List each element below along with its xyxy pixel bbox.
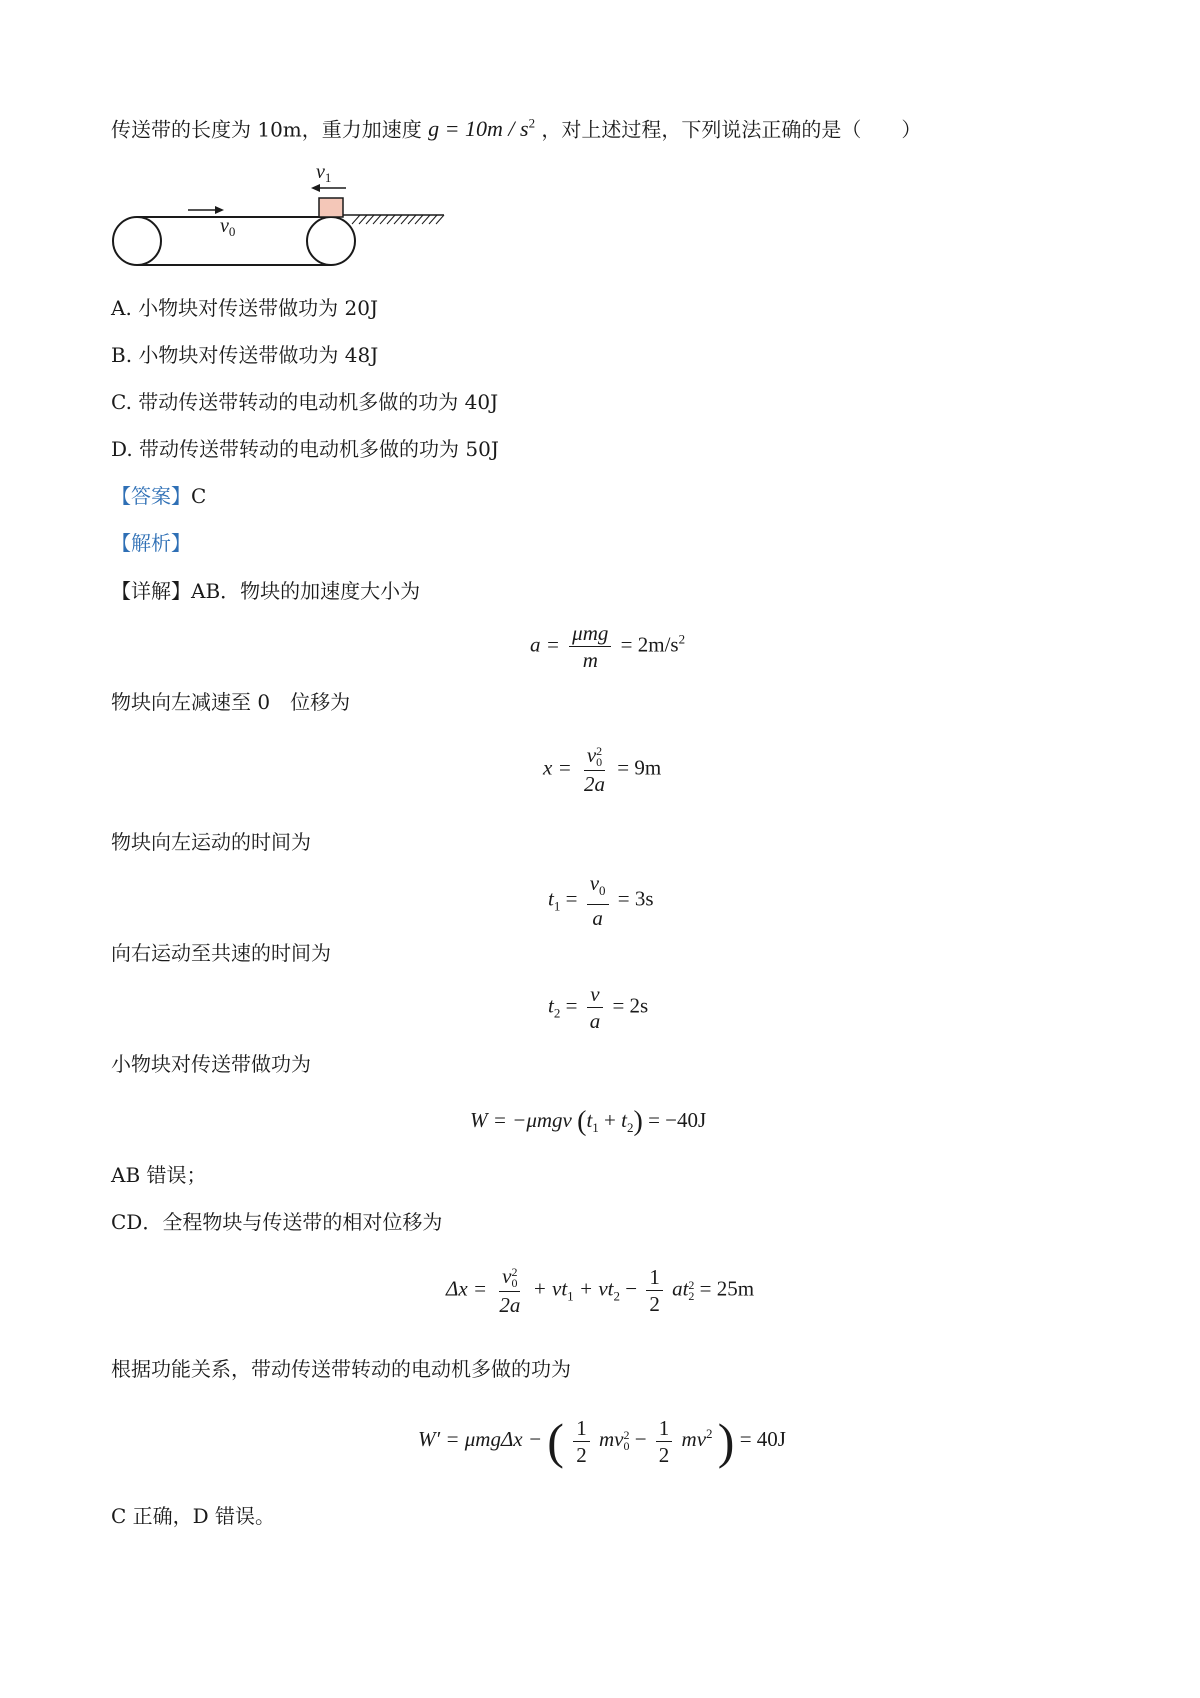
answer-label: 【答案】 (111, 484, 191, 508)
formula-t2: $t_2$ = $\frac{v}{a}$ = 2s (548, 982, 649, 1033)
g-expression: $g = 10m / s^2$ (428, 116, 536, 142)
option-a: A. 小物块对传送带做功为 20J (111, 296, 378, 320)
option-d: D. 带动传送带转动的电动机多做的功为 50J (111, 437, 499, 461)
ground-hatch (352, 215, 444, 224)
right-roller (307, 217, 355, 265)
conveyor-figure (108, 160, 448, 270)
detail-p5: AB 错误； (111, 1163, 207, 1187)
detail-p3: 向右运动至共速的时间为 (111, 941, 331, 965)
intro-text-a: 传送带的长度为 10m，重力加速度 (111, 117, 422, 142)
detail-p6: CD．全程物块与传送带的相对位移为 (111, 1210, 443, 1234)
answer-line (111, 482, 206, 510)
intro-line (111, 110, 921, 143)
formula-acceleration: a = $\frac{\text{μmg}}{m}$ = $2m/s^2$ (530, 621, 686, 672)
analysis-label: 【解析】 (111, 531, 191, 555)
v0-label: $v_0$ (220, 215, 236, 239)
formula-relative-displacement: Δx = v 2 0 2a + $vt_1 + vt_2$ − $\frac{1}{2}$ at 2 2 = 25m (446, 1264, 755, 1318)
detail-p4: 小物块对传送带做功为 (111, 1052, 311, 1076)
v0-arrowhead (215, 206, 224, 214)
formula-t1: $t_1$ = $\frac{v_0}{a}$ = 3s (548, 871, 654, 931)
v1-arrowhead (311, 184, 320, 192)
option-c: C. 带动传送带转动的电动机多做的功为 40J (111, 390, 499, 414)
detail-p7: 根据功能关系，带动传送带转动的电动机多做的功为 (111, 1357, 571, 1381)
block (319, 198, 343, 217)
left-roller (113, 217, 161, 265)
option-b: B. 小物块对传送带做功为 48J (111, 343, 379, 367)
detail-p8: C 正确，D 错误。 (111, 1504, 276, 1528)
formula-displacement: x = v 2 0 2a = 9m (543, 743, 662, 797)
v1-label: $v_1$ (316, 161, 332, 185)
detail-p2: 物块向左运动的时间为 (111, 830, 311, 854)
answer-value: C (191, 484, 207, 508)
intro-text-b: ，对上述过程，下列说法正确的是（ ） (541, 117, 922, 142)
formula-work-block: W = −μmgv $(t_1 + t_2) = -40J$ (470, 1106, 707, 1137)
detail-lead: 【详解】AB．物块的加速度大小为 (111, 579, 421, 603)
formula-motor-work: W′ = μmgΔx − ( $\frac{1}{2}$ mv 2 0 − $\frac{1}{2}$ $mv^2$ ) = 40J (418, 1413, 786, 1469)
detail-p1: 物块向左减速至 0 位移为 (111, 690, 351, 714)
